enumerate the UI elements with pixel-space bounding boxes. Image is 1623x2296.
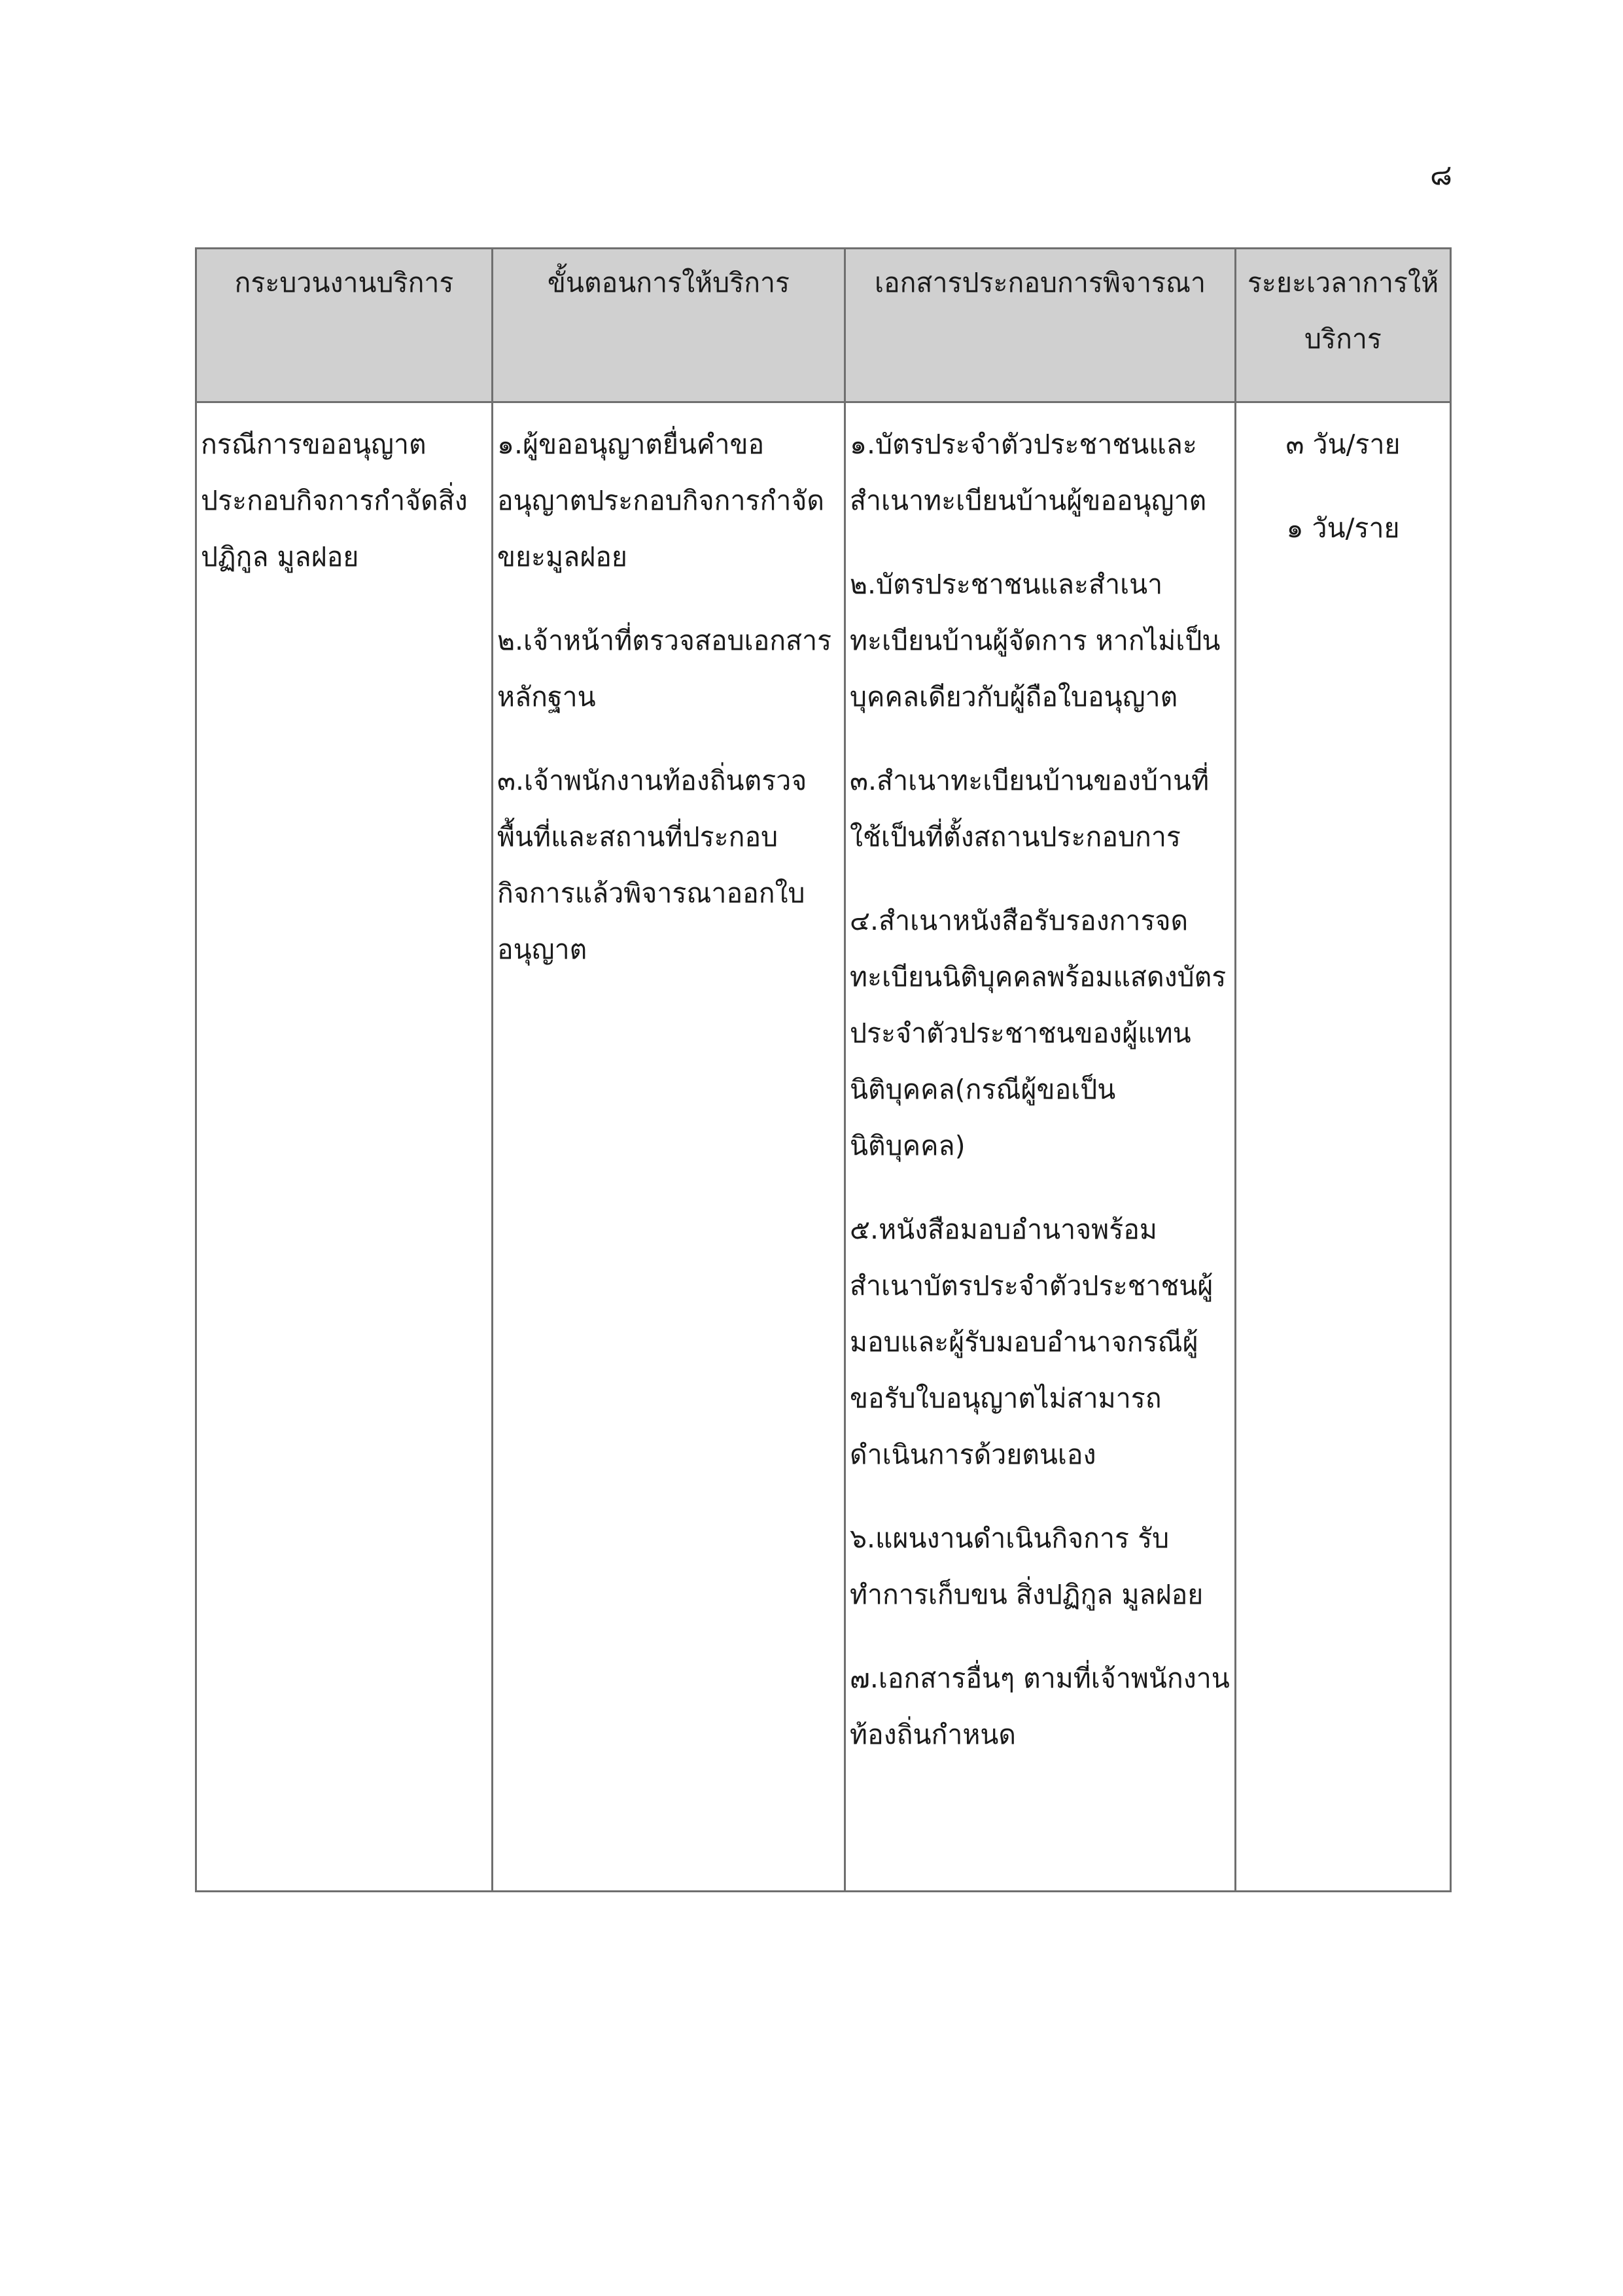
document-item: ๔.สำเนาหนังสือรับรองการจดทะเบียนนิติบุคคลพร้อมแสดงบัตรประจำตัวประชาชนของผู้แทนนิติบุคคล(กรณีผู้ขอเป็นนิติบุคคล): [850, 905, 1227, 1161]
step-item: ๒.เจ้าหน้าที่ตรวจสอบเอกสารหลักฐาน: [497, 625, 832, 713]
steps-cell: [493, 402, 845, 1892]
header-service-process: กระบวนงานบริการ: [196, 249, 493, 402]
duration-cell: [1236, 402, 1451, 1892]
page-number: ๘: [1430, 158, 1452, 192]
header-service-duration: ระยะเวลาการให้บริการ: [1236, 249, 1451, 402]
document-item: ๓.สำเนาทะเบียนบ้านของบ้านที่ใช้เป็นที่ตั้งสถานประกอบการ: [850, 765, 1210, 853]
document-item: ๖.แผนงานดำเนินกิจการ รับ ทำการเก็บขน สิ่งปฏิกูล มูลฝอย: [850, 1523, 1204, 1610]
document-item: ๑.บัตรประจำตัวประชาชนและสำเนาทะเบียนบ้านผู้ขออนุญาต: [850, 429, 1207, 516]
header-supporting-documents: เอกสารประกอบการพิจารณา: [845, 249, 1236, 402]
table-row: [196, 402, 1451, 1892]
document-item: ๗.เอกสารอื่นๆ ตามที่เจ้าพนักงานท้องถิ่นกำหนด: [850, 1663, 1230, 1750]
service-procedure-table: [195, 247, 1452, 1892]
documents-cell: [845, 402, 1236, 1892]
process-text: กรณีการขออนุญาตประกอบกิจการกำจัดสิ่งปฏิกูล มูลฝอย: [201, 429, 468, 573]
step-item: ๑.ผู้ขออนุญาตยื่นคำขออนุญาตประกอบกิจการกำจัดขยะมูลฝอย: [497, 429, 824, 573]
step-item: ๓.เจ้าพนักงานท้องถิ่นตรวจพื้นที่และสถานที่ประกอบกิจการแล้วพิจารณาออกใบอนุญาต: [497, 765, 807, 965]
duration-item: ๓ วัน/ราย: [1285, 429, 1401, 460]
duration-item: ๑ วัน/ราย: [1286, 512, 1400, 544]
table-header-row: [196, 249, 1451, 402]
process-cell: [196, 402, 493, 1892]
header-service-steps: ขั้นตอนการให้บริการ: [493, 249, 845, 402]
document-item: ๒.บัตรประชาชนและสำเนาทะเบียนบ้านผู้จัดการ หากไม่เป็นบุคคลเดียวกับผู้ถือใบอนุญาต: [850, 569, 1221, 713]
document-item: ๕.หนังสือมอบอำนาจพร้อมสำเนาบัตรประจำตัวประชาชนผู้มอบและผู้รับมอบอำนาจกรณีผู้ขอรับใบอนุญาตไม่สามารถดำเนินการด้วยตนเอง: [850, 1214, 1213, 1470]
